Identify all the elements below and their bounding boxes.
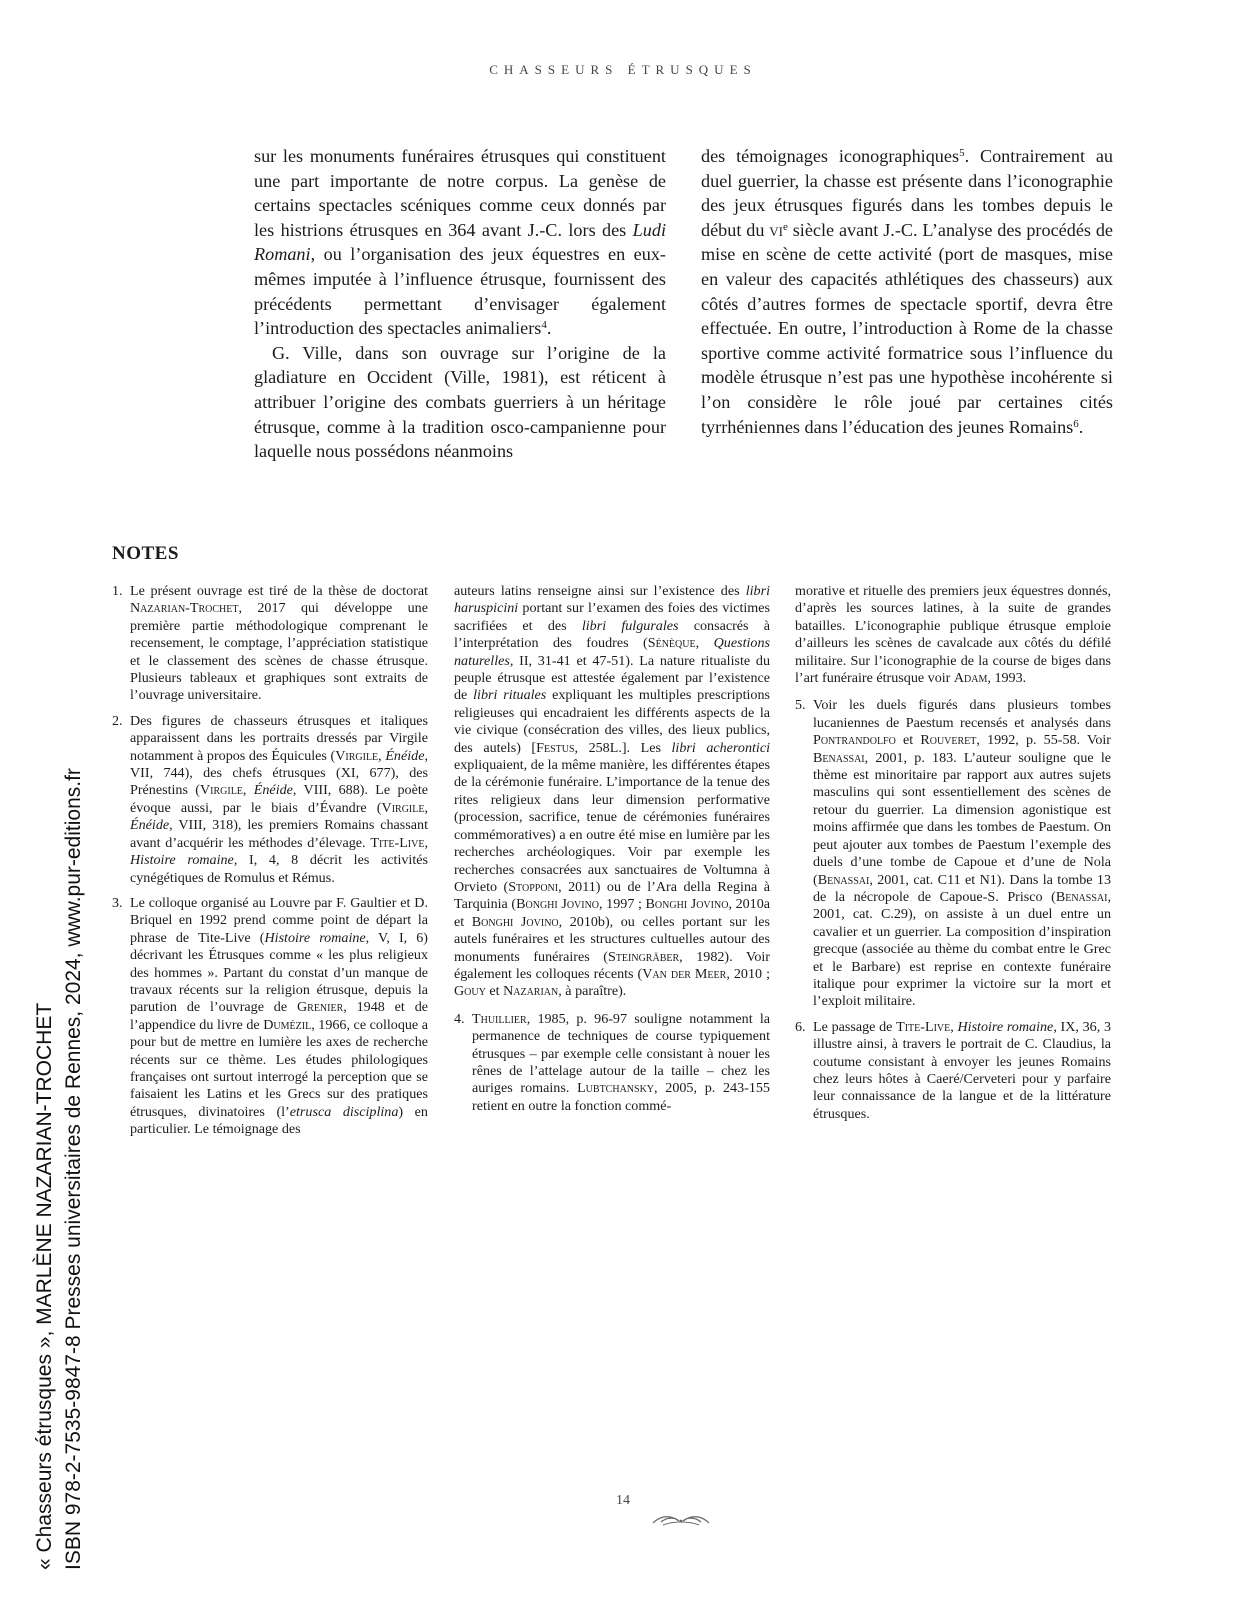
body-paragraph-2: G. Ville, dans son ouvrage sur l’origine de la gladiature en Occident (Ville, 1981), est réticent à attribuer l’origine des combats guerriers à un héritage étrusque, comme à la tradition osco-campanienne pour laquelle nous possédons néanmoins [254,342,666,462]
page-number: 14 [616,1493,630,1508]
footnote-6: 6. Le passage de Tite-Live, Histoire romaine, IX, 36, 3 illustre ainsi, à travers le portrait de C. Claudius, la coutume consistant à envoyer les jeunes Romains chez leurs hôtes à Caeré/Cerveteri pour y parfaire leur connaissance de la langue et de la littérature étrusques. [795,1018,1112,1122]
footnote-3: 3. Le colloque organisé au Louvre par F. Gaultier et D. Briquel en 1992 prend comme point de départ la phrase de Tite-Live (Histoire romaine, V, I, 6) décrivant les Étrusques comme « les plus religieux des hommes ». Partant du constat d’un manque de travaux récents sur la religion étrusque, depuis la parution de l’ouvrage de Grenier, 1948 et de l’appendice du livre de Dumézil, 1966, ce colloque a pour but de mettre en lumière les axes de recherche récents sur ce thème. Les études philologiques françaises ont surtout interrogé la perception que se faisaient les Latins et les Grecs sur des pratiques étrusques, divinatoires (l’etrusca disciplina) en particulier. Le témoignage des [112,894,428,1138]
body-column-left [254,144,666,464]
footnote-ref-5[interactable]: 5 [959,147,965,159]
footnote-1: 1. Le présent ouvrage est tiré de la thèse de doctorat Nazarian-Trochet, 2017 qui développe une première partie méthodologique comprenant le recensement, le comptage, l’appréciation statistique et le classement des scènes de chasse étrusque. Plusieurs tableaux et graphiques sont extraits de l’ouvrage universitaire. [112,583,428,704]
running-head: CHASSEURS ÉTRUSQUES [489,62,757,77]
footnote-4: 4. Thuillier, 1985, p. 96-97 souligne notamment la permanence de techniques de course typiquement étrusques – par exemple celle consistant à nouer les rênes de l’attelage autour de la taille – chez les auriges romains. Lubtchansky, 2005, p. 243-155 retient en outre la fonction commé- [454,1010,770,1114]
body-paragraph-1: sur les monuments funéraires étrusques qui constituent une part importante de notre corpus. La genèse de certains spectacles scéniques comme ceux donnés par les histrions étrusques en 364 avant J.-C. lors des Ludi Romani, ou l’organisation des jeux équestres en eux-mêmes imputée à l’influence étrusque, fournissent des précédents permettant d’envisager également l’introduction des spectacles animaliers$^4$. [254,146,666,339]
body-paragraph-3: des témoignages iconographiques$^5$. Contrairement au duel guerrier, la chasse est présente dans l’iconographie des jeux étrusques figurés dans les tombes depuis le début du $vi^e$ siècle avant J.-C. L’analyse des procédés de mise en scène de cette activité (port de masques, mise en valeur des capacités athlétiques des chasseurs) aux côtés d’autres formes de spectacle sportif, devra être effectuée. En outre, l’introduction à Rome de la chasse sportive comme activité formatrice sous l’influence du modèle étrusque n’est pas une hypothèse incohérente si l’on considère le rôle joué par certaines cités tyrrhéniennes dans l’éducation des jeunes Romains$^6$. [701,146,1113,437]
copyright-sidebar [30,750,88,1570]
notes-column-1 [112,583,428,1147]
notes-column-2 [454,583,770,1123]
flourish-ornament-icon [651,1513,711,1527]
notes-heading: NOTES [112,543,179,564]
footnote-ref-6[interactable]: 6 [1073,417,1079,430]
sidebar-line-2: ISBN 978-2-7535-9847-8 Presses universitaires de Rennes, 2024, www.pur-editions.fr [62,768,85,1570]
footnote-2: 2. Des figures de chasseurs étrusques et italiques apparaissent dans les portraits dressés par Virgile notamment à propos des Équicules (Virgile, Énéide, VII, 744), des chefs étrusques (XI, 677), des Prénestins (Virgile, Énéide, VIII, 688). Le poète évoque aussi, par le biais d’Évandre (Virgile, Énéide, VIII, 318), les premiers Romains chassant avant d’acquérir les méthodes d’élevage. Tite-Live, Histoire romaine, I, 4, 8 décrit les activités cynégétiques de Romulus et Rémus. [112,712,429,886]
notes-column-3 [795,583,1111,1131]
footnote-5: 5. Voir les duels figurés dans plusieurs tombes lucaniennes de Paestum recensés et analysés dans Pontrandolfo et Rouveret, 1992, p. 55-58. Voir Benassai, 2001, p. 183. L’auteur souligne que le thème est minoritaire par rapport aux autres sujets masculins qui sont essentiellement des scènes de retour du guerrier. La dimension agonistique est moins affirmée que dans les tombes de Paestum. On peut ajouter aux tombes de Paestum l’exemple des duels d’une tombe de Capoue et d’une de Nola (Benassai, 2001, cat. C11 et N1). Dans la tombe 13 de la nécropole de Capoue-S. Prisco (Benassai, 2001, cat. C.29), on assiste à un duel entre un cavalier et un guerrier. La composition d’inspiration grecque (associée au thème du combat entre le Grec et le Barbare) est reprise en contexte funéraire italique pour exprimer la victoire sur la mort et l’exploit militaire. [795,697,1111,1010]
body-column-right [701,144,1113,439]
footnote-4-continued: morative et rituelle des premiers jeux équestres donnés, d’après les sources latines, à la suite de grandes batailles. L’iconographie publique étrusque emploie d’ailleurs les scènes de cavalcade aux côtés du défilé militaire. Sur l’iconographie de la course de biges dans l’art funéraire étrusque voir Adam, 1993. [795,583,1111,687]
footnote-3-continued: auteurs latins renseigne ainsi sur l’existence des libri haruspicini portant sur l’examen des foies des victimes sacrifiées et des libri fulgurales consacrés à l’interprétation des foudres (Sénèque, Questions naturelles, II, 31-41 et 47-51). La nature ritualiste du peuple étrusque est attestée également par l’existence de libri rituales expliquant les multiples prescriptions religieuses qui encadraient les différents aspects de la vie civique (consécration des villes, des lieux publics, des autels) [Festus, 258L.]. Les libri acherontici expliquaient, de la même manière, les différentes étapes de la cérémonie funéraire. L’importance de la tenue des rites religieux dans leur dimension performative (procession, sacrifice, tenue de cérémonies funéraires commémoratives) a en outre été mise en lumière par les recherches archéologiques. Voir par exemple les recherches consacrées aux sanctuaires de Voltumna à Orvieto (Stopponi, 2011) ou de l’Ara della Regina à Tarquinia (Bonghi Jovino, 1997 ; Bonghi Jovino, 2010a et Bonghi Jovino, 2010b), ou celles portant sur les autels funéraires et les structures cultuelles autour des monuments funéraires (Steingräber, 1982). Voir également les colloques récents (Van der Meer, 2010 ; Gouy et Nazarian, à paraître). [454,583,771,1000]
footnote-ref-4[interactable]: 4 [541,319,547,332]
sidebar-line-1: « Chasseurs étrusques », MARLÈNE NAZARIAN-TROCHET [33,1002,56,1570]
